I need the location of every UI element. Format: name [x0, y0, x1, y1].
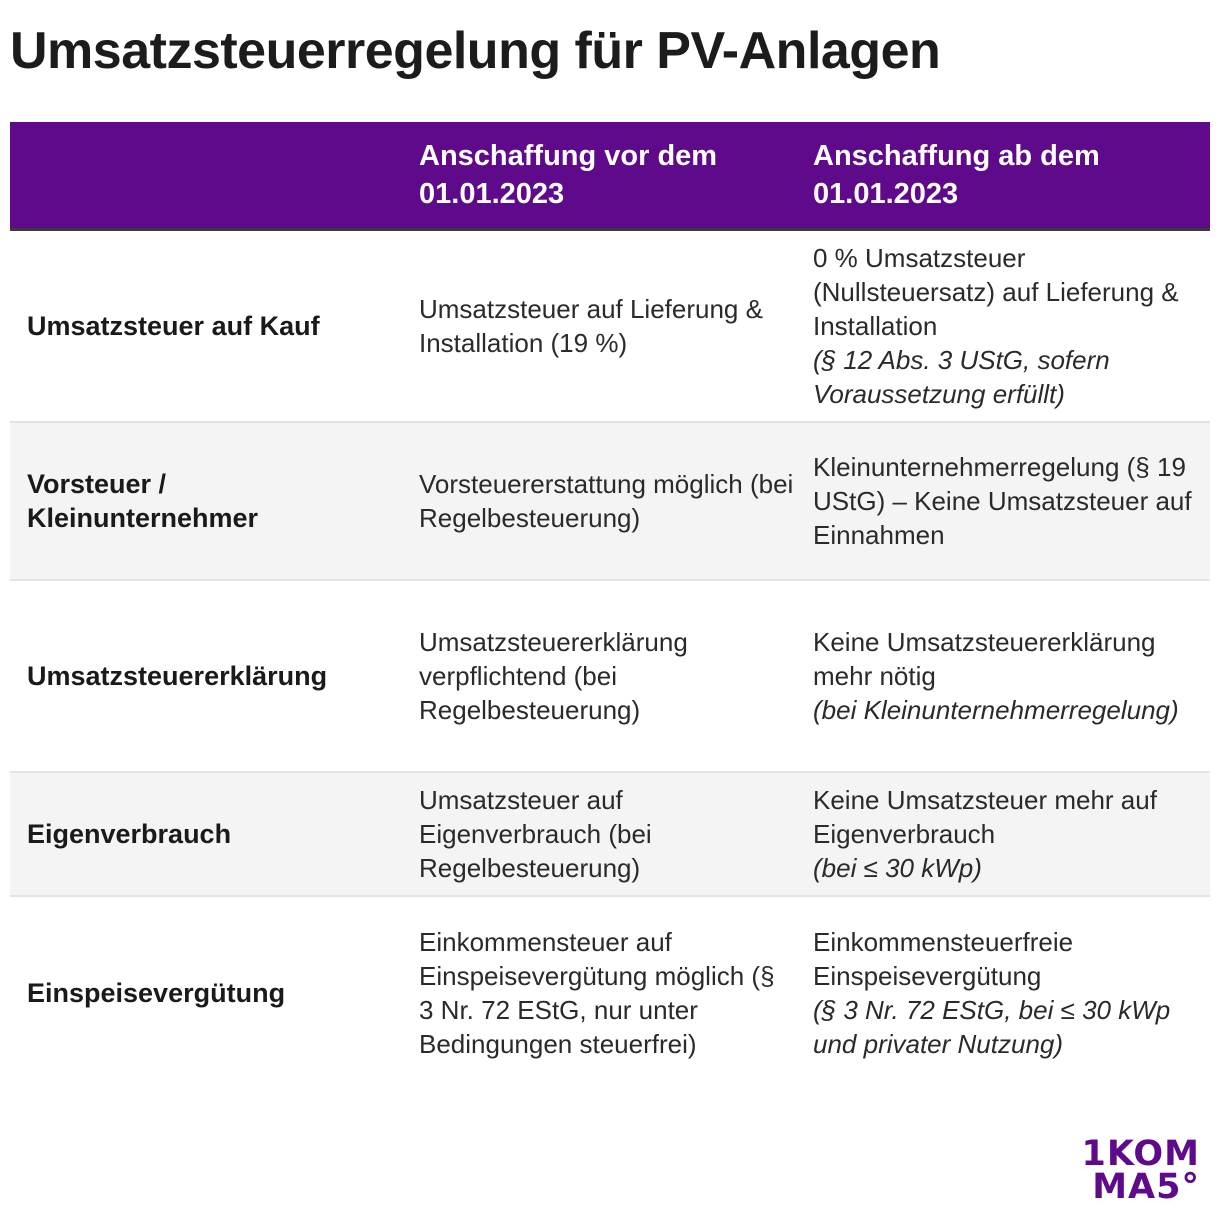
cell-before-2023: Einkommensteuer auf Einspeisevergütung möglich (§ 3 Nr. 72 EStG, nur unter Bedingungen steuerfrei)	[419, 927, 775, 1059]
cell-from-2023	[813, 241, 1210, 411]
cell-before-2023: Umsatzsteuer auf Lieferung & Installation (19 %)	[419, 294, 763, 358]
cell-before-2023: Umsatzsteuererklärung verpflichtend (bei Regelbesteuerung)	[419, 627, 688, 725]
cell-before-2023: Umsatzsteuer auf Eigenverbrauch (bei Regelbesteuerung)	[419, 785, 652, 883]
header-before-2023: Anschaffung vor dem 01.01.2023	[419, 140, 718, 210]
cell-note: (bei Kleinunternehmerregelung)	[813, 695, 1179, 725]
cell-text: Kleinunternehmerregelung (§ 19 UStG) – Keine Umsatzsteuer auf Einnahmen	[813, 452, 1192, 550]
row-label: Umsatzsteuer auf Kauf	[27, 311, 320, 341]
table-header-row	[10, 122, 1210, 231]
page-title: Umsatzsteuerregelung für PV-Anlagen	[10, 22, 941, 80]
table-row	[10, 231, 1210, 423]
tax-comparison-table	[10, 122, 1210, 1089]
cell-from-2023	[813, 625, 1210, 727]
header-from-2023: Anschaffung ab dem 01.01.2023	[813, 140, 1100, 210]
cell-text: Keine Umsatzsteuererklärung mehr nötig	[813, 627, 1156, 691]
cell-note: (§ 3 Nr. 72 EStG, bei ≤ 30 kWp und privater Nutzung)	[813, 995, 1171, 1059]
cell-note: (§ 12 Abs. 3 UStG, sofern Voraussetzung erfüllt)	[813, 345, 1110, 409]
brand-logo	[1081, 1134, 1201, 1207]
cell-note: (bei ≤ 30 kWp)	[813, 853, 982, 883]
cell-text: 0 % Umsatzsteuer (Nullsteuersatz) auf Lieferung & Installation	[813, 243, 1179, 341]
table-row	[10, 581, 1210, 773]
cell-from-2023	[813, 925, 1210, 1061]
row-label: Vorsteuer / Kleinunternehmer	[27, 469, 259, 533]
cell-text: Keine Umsatzsteuer mehr auf Eigenverbrauch	[813, 785, 1157, 849]
cell-text: Einkommensteuerfreie Einspeisevergütung	[813, 927, 1074, 991]
table-row	[10, 423, 1210, 581]
row-label: Umsatzsteuererklärung	[27, 661, 328, 691]
row-label: Einspeisevergütung	[27, 978, 286, 1008]
cell-from-2023	[813, 783, 1210, 885]
cell-from-2023	[813, 450, 1210, 552]
row-label: Eigenverbrauch	[27, 819, 232, 849]
logo-line-1: 1KOM	[1081, 1134, 1200, 1174]
table-row	[10, 773, 1210, 897]
cell-before-2023: Vorsteuererstattung möglich (bei Regelbesteuerung)	[419, 469, 794, 533]
table-row	[10, 897, 1210, 1089]
logo-line-2: MA5°	[1092, 1167, 1200, 1207]
